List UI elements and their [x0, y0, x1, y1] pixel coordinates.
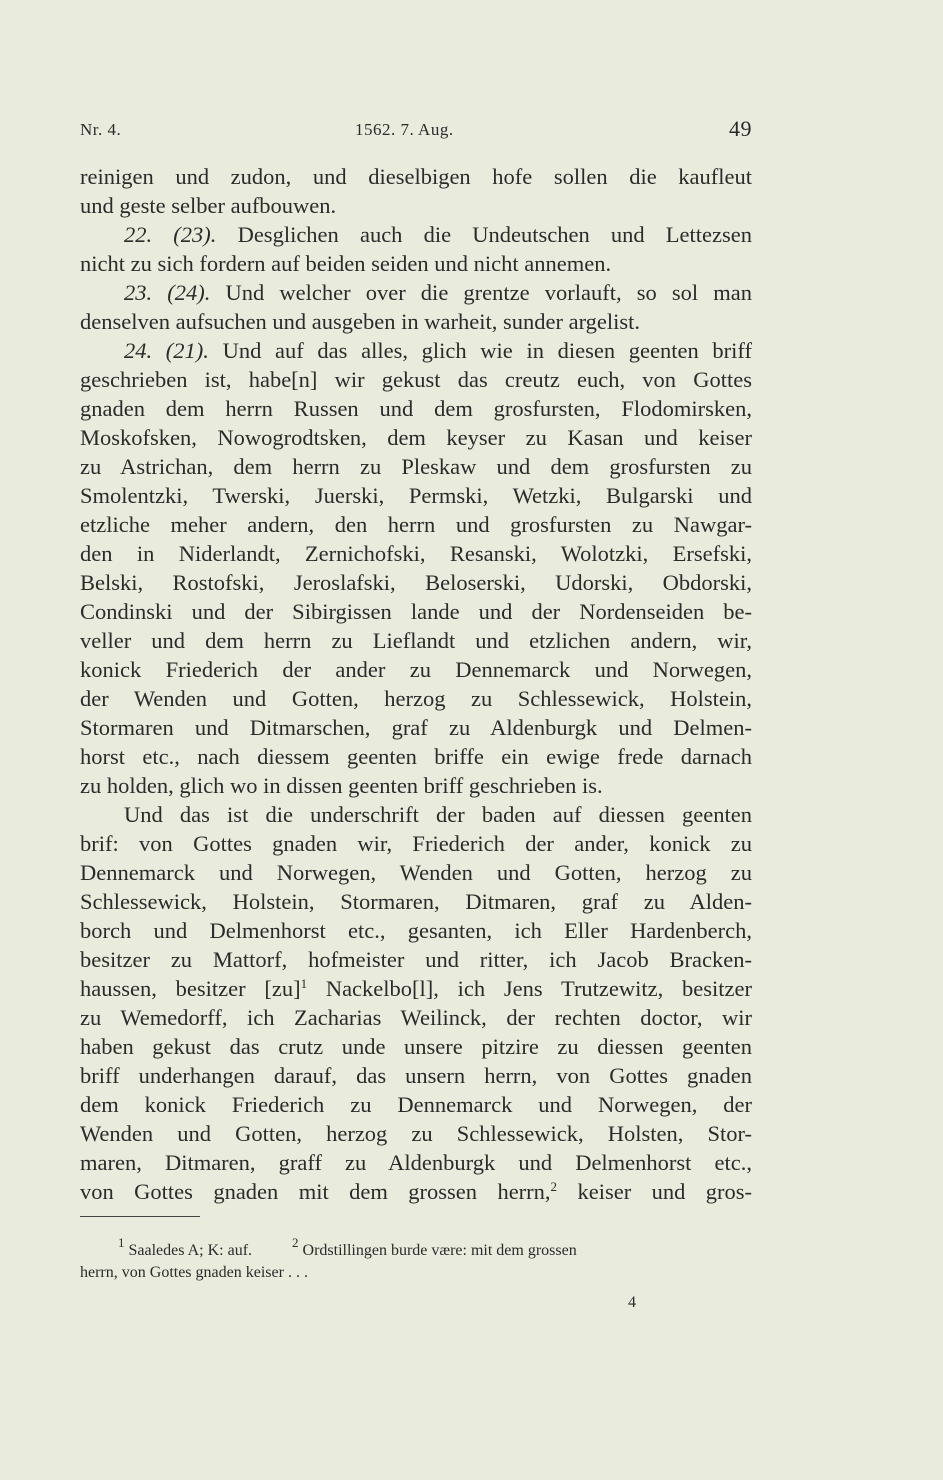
- line-text: geschrieben ist, habe[n] wir gekust das creutz euch, von Gottes: [80, 367, 752, 392]
- text-line: [80, 655, 752, 684]
- footnote-reference: 2: [550, 1179, 558, 1194]
- text-line: [80, 1090, 752, 1119]
- line-text: keiser und gros-: [557, 1179, 752, 1204]
- line-text: Und welcher over die grentze vorlauft, so sol man: [210, 280, 752, 305]
- line-text: borch und Delmenhorst etc., gesanten, ich Eller Hardenberch,: [80, 918, 752, 943]
- text-line: [80, 278, 752, 307]
- line-text: Belski, Rostofski, Jeroslafski, Beloserski, Udorski, Obdorski,: [80, 570, 752, 595]
- text-line: [80, 1148, 752, 1177]
- line-text: konick Friederich der ander zu Dennemarck und Norwegen,: [80, 657, 752, 682]
- line-text: Und auf das alles, glich wie in diesen geenten briff: [208, 338, 752, 363]
- footnote-line: [80, 1235, 740, 1262]
- line-text: gnaden dem herrn Russen und dem grosfursten, Flodomirsken,: [80, 396, 752, 421]
- line-text: reinigen und zudon, und dieselbigen hofe sollen die kaufleut: [80, 164, 752, 189]
- footnote-line: herrn, von Gottes gnaden keiser . . .: [80, 1264, 308, 1281]
- footnotes: [80, 1235, 740, 1284]
- text-line: [80, 220, 752, 249]
- line-text: der Wenden und Gotten, herzog zu Schlessewick, Holstein,: [80, 686, 752, 711]
- text-line: [80, 510, 752, 539]
- footnote-reference: 1: [300, 976, 308, 991]
- text-line: [80, 423, 752, 452]
- line-text: Condinski und der Sibirgissen lande und der Nordenseiden be-: [80, 599, 752, 624]
- line-text: Moskofsken, Nowogrodtsken, dem keyser zu Kasan und keiser: [80, 425, 752, 450]
- text-line: [80, 539, 752, 568]
- line-text: etzliche meher andern, den herrn und grosfursten zu Nawgar-: [80, 512, 752, 537]
- line-text: Nackelbo[l], ich Jens Trutzewitz, besitzer: [307, 976, 752, 1001]
- running-header: [80, 116, 752, 146]
- body-text: [80, 162, 752, 1206]
- text-line: [80, 568, 752, 597]
- text-line: [80, 945, 752, 974]
- document-number: Nr. 4.: [80, 120, 122, 139]
- line-text: den in Niderlandt, Zernichofski, Resanski, Wolotzki, Ersefski,: [80, 541, 752, 566]
- line-text: Und das ist die underschrift der baden auf diessen geenten: [124, 802, 752, 827]
- paragraph-number: 23. (24).: [124, 280, 211, 305]
- text-line: [80, 336, 752, 365]
- line-text: Dennemarck und Norwegen, Wenden und Gotten, herzog zu: [80, 860, 752, 885]
- text-line: [80, 1032, 752, 1061]
- line-text: maren, Ditmaren, graff zu Aldenburgk und Delmenhorst etc.,: [80, 1150, 752, 1175]
- line-text: haben gekust das crutz unde unsere pitzire zu diessen geenten: [80, 1034, 752, 1059]
- line-text: zu Wemedorff, ich Zacharias Weilinck, der rechten doctor, wir: [80, 1005, 752, 1030]
- line-text: Wenden und Gotten, herzog zu Schlessewick, Holsten, Stor-: [80, 1121, 752, 1146]
- footnote-marker: 1: [118, 1235, 125, 1250]
- text-line: [80, 684, 752, 713]
- text-line: [80, 307, 752, 336]
- line-text: nicht zu sich fordern auf beiden seiden und nicht annemen.: [80, 251, 612, 276]
- text-line: [80, 452, 752, 481]
- text-line: [80, 394, 752, 423]
- line-text: brif: von Gottes gnaden wir, Friederich der ander, konick zu: [80, 831, 752, 856]
- line-text: horst etc., nach diessem geenten briffe ein ewige frede darnach: [80, 744, 752, 769]
- line-text: besitzer zu Mattorf, hofmeister und ritter, ich Jacob Bracken-: [80, 947, 752, 972]
- text-line: [80, 1177, 752, 1206]
- paragraph-number: 22. (23).: [124, 222, 217, 247]
- text-line: [80, 1119, 752, 1148]
- text-line: [80, 1061, 752, 1090]
- text-line: [80, 162, 752, 191]
- line-text: denselven aufsuchen und ausgeben in warheit, sunder argelist.: [80, 309, 641, 334]
- footnote-marker: 2: [292, 1235, 299, 1250]
- text-line: [80, 365, 752, 394]
- line-text: und geste selber aufbouwen.: [80, 193, 337, 218]
- line-text: haussen, besitzer [zu]: [80, 976, 301, 1001]
- paragraph-number: 24. (21).: [124, 338, 209, 363]
- text-line: [80, 742, 752, 771]
- text-line: [80, 771, 752, 800]
- text-line: [80, 1003, 752, 1032]
- text-line: [80, 974, 752, 1003]
- line-text: briff underhangen darauf, das unsern herrn, von Gottes gnaden: [80, 1063, 752, 1088]
- footnote-text: Ordstillingen burde være: mit dem grossen: [298, 1242, 577, 1259]
- line-text: zu holden, glich wo in dissen geenten briff geschrieben is.: [80, 773, 603, 798]
- text-line: [80, 191, 752, 220]
- line-text: von Gottes gnaden mit dem grossen herrn,: [80, 1179, 551, 1204]
- line-text: veller und dem herrn zu Lieflandt und etzlichen andern, wir,: [80, 628, 752, 653]
- page-number: 49: [729, 116, 752, 141]
- text-line: [80, 800, 752, 829]
- text-line: [80, 249, 752, 278]
- text-line: [80, 481, 752, 510]
- text-line: [80, 887, 752, 916]
- line-text: Desglichen auch die Undeutschen und Lettezsen: [216, 222, 752, 247]
- footnote-divider: [80, 1216, 200, 1217]
- text-line: [80, 626, 752, 655]
- text-line: [80, 829, 752, 858]
- footnote-text: Saaledes A; K: auf.: [124, 1242, 253, 1259]
- text-line: [80, 916, 752, 945]
- text-line: [80, 858, 752, 887]
- text-line: [80, 597, 752, 626]
- text-line: [80, 713, 752, 742]
- line-text: zu Astrichan, dem herrn zu Pleskaw und dem grosfursten zu: [80, 454, 752, 479]
- line-text: Schlessewick, Holstein, Stormaren, Ditmaren, graf zu Alden-: [80, 889, 752, 914]
- line-text: dem konick Friederich zu Dennemarck und Norwegen, der: [80, 1092, 752, 1117]
- signature-mark: 4: [628, 1294, 636, 1311]
- header-date: 1562. 7. Aug.: [355, 120, 454, 139]
- line-text: Stormaren und Ditmarschen, graf zu Aldenburgk und Delmen-: [80, 715, 752, 740]
- line-text: Smolentzki, Twerski, Juerski, Permski, Wetzki, Bulgarski und: [80, 483, 752, 508]
